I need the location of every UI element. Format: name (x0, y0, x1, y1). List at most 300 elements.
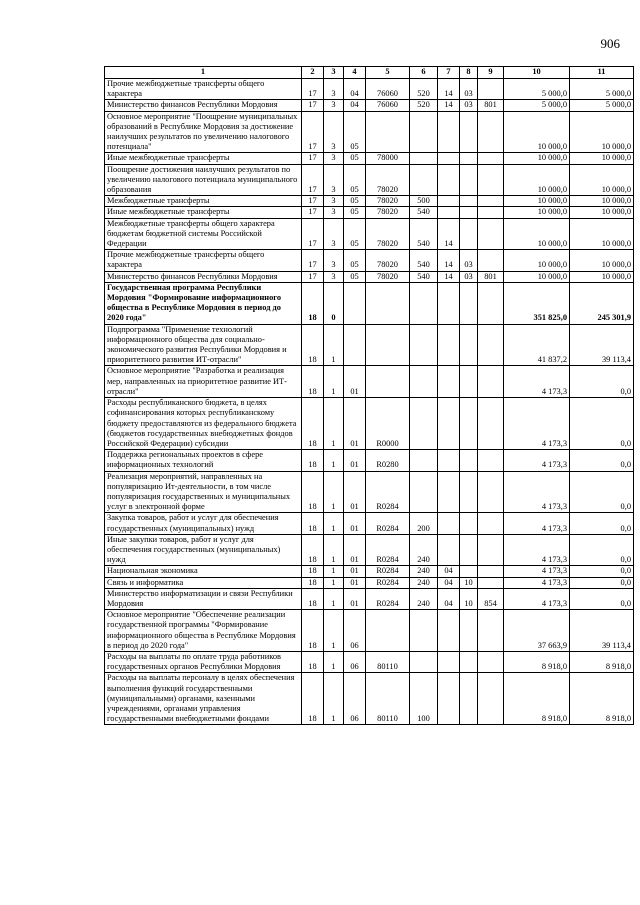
table-cell: 1 (324, 651, 344, 672)
row-label-cell: Иные межбюджетные трансферты (105, 153, 302, 164)
table-row (105, 450, 634, 471)
table-cell (438, 610, 460, 652)
table-cell: 14 (438, 79, 460, 100)
table-cell: 240 (410, 588, 438, 609)
table-cell: 1 (324, 513, 344, 534)
table-row (105, 111, 634, 153)
table-row (105, 471, 634, 513)
table-cell (460, 513, 478, 534)
table-cell (366, 610, 410, 652)
budget-table (104, 66, 634, 725)
table-cell: 14 (438, 250, 460, 271)
table-cell: 540 (410, 271, 438, 282)
table-cell: 1 (324, 366, 344, 398)
column-header: 3 (324, 67, 344, 79)
column-header: 7 (438, 67, 460, 79)
table-cell (478, 471, 504, 513)
table-cell: 245 301,9 (570, 282, 634, 324)
table-cell (438, 196, 460, 207)
table-cell (460, 534, 478, 566)
table-cell: 18 (302, 651, 324, 672)
table-cell: 240 (410, 577, 438, 588)
row-label-cell: Связь и информатика (105, 577, 302, 588)
table-cell: 03 (460, 100, 478, 111)
table-cell (478, 577, 504, 588)
table-cell: 1 (324, 450, 344, 471)
table-cell (478, 366, 504, 398)
table-cell: 05 (344, 153, 366, 164)
table-cell (410, 366, 438, 398)
table-cell: 540 (410, 250, 438, 271)
table-cell: 200 (410, 513, 438, 534)
table-cell: 3 (324, 196, 344, 207)
table-row (105, 366, 634, 398)
table-cell: 240 (410, 534, 438, 566)
header-row (105, 67, 634, 79)
table-cell (478, 610, 504, 652)
table-cell: 78020 (366, 164, 410, 196)
table-cell: 1 (324, 398, 344, 450)
table-cell: 06 (344, 610, 366, 652)
table-cell: 5 000,0 (504, 100, 570, 111)
table-cell (478, 673, 504, 725)
column-header: 1 (105, 67, 302, 79)
table-cell: 1 (324, 673, 344, 725)
table-row (105, 673, 634, 725)
table-cell: 10 000,0 (570, 153, 634, 164)
table-cell (478, 153, 504, 164)
table-row (105, 153, 634, 164)
table-cell: 01 (344, 513, 366, 534)
table-cell: 78000 (366, 153, 410, 164)
table-cell (410, 471, 438, 513)
row-label-cell: Основное мероприятие "Обеспечение реализации государственной программы "Формирование информационного общества в Республике Мордовия в период до 2020 года" (105, 610, 302, 652)
table-cell: 37 663,9 (504, 610, 570, 652)
table-cell: 10 000,0 (570, 207, 634, 218)
table-cell (460, 651, 478, 672)
table-row (105, 250, 634, 271)
table-row (105, 566, 634, 577)
table-cell: 01 (344, 577, 366, 588)
table-cell (478, 79, 504, 100)
table-cell (438, 366, 460, 398)
table-cell (438, 282, 460, 324)
table-cell: 4 173,3 (504, 366, 570, 398)
table-cell: 04 (344, 79, 366, 100)
table-cell: 10 000,0 (570, 164, 634, 196)
table-cell: 4 173,3 (504, 398, 570, 450)
table-cell: 0 (324, 282, 344, 324)
table-cell: 41 837,2 (504, 324, 570, 366)
table-cell (438, 471, 460, 513)
table-cell: 3 (324, 164, 344, 196)
table-cell (478, 324, 504, 366)
table-cell: R0284 (366, 577, 410, 588)
table-cell: 10 000,0 (504, 164, 570, 196)
row-label-cell: Подпрограмма "Применение технологий информационного общества для социально-экономического развития Республики Мордовия и приоритетного развития ИТ-отрасли" (105, 324, 302, 366)
table-cell: 4 173,3 (504, 471, 570, 513)
table-cell: 8 918,0 (570, 651, 634, 672)
table-cell: 18 (302, 282, 324, 324)
table-cell (410, 651, 438, 672)
table-cell (366, 111, 410, 153)
table-cell (460, 218, 478, 250)
row-label-cell: Межбюджетные трансферты общего характера бюджетам бюджетной системы Российской Федерации (105, 218, 302, 250)
table-cell: 05 (344, 111, 366, 153)
table-cell: R0284 (366, 471, 410, 513)
table-cell: 10 000,0 (504, 218, 570, 250)
table-cell: 03 (460, 271, 478, 282)
table-cell (460, 398, 478, 450)
table-cell: 06 (344, 651, 366, 672)
table-cell: 17 (302, 79, 324, 100)
table-row (105, 577, 634, 588)
table-cell: 17 (302, 153, 324, 164)
table-cell (478, 282, 504, 324)
table-cell (478, 398, 504, 450)
table-cell: 1 (324, 534, 344, 566)
table-cell: 10 000,0 (504, 111, 570, 153)
table-cell: 0,0 (570, 471, 634, 513)
table-cell: R0284 (366, 588, 410, 609)
table-cell: 3 (324, 207, 344, 218)
table-cell: 854 (478, 588, 504, 609)
table-cell: 01 (344, 366, 366, 398)
table-cell (410, 164, 438, 196)
table-cell (410, 111, 438, 153)
table-cell (460, 610, 478, 652)
table-cell: 78020 (366, 271, 410, 282)
column-header: 6 (410, 67, 438, 79)
table-cell: 1 (324, 566, 344, 577)
table-cell (478, 207, 504, 218)
table-cell: 3 (324, 153, 344, 164)
table-cell (344, 324, 366, 366)
table-cell (438, 534, 460, 566)
table-cell: 520 (410, 100, 438, 111)
table-cell: 01 (344, 588, 366, 609)
table-cell: 18 (302, 471, 324, 513)
table-cell: 520 (410, 79, 438, 100)
table-cell (478, 534, 504, 566)
table-row (105, 282, 634, 324)
table-cell: 01 (344, 471, 366, 513)
table-cell: 78020 (366, 218, 410, 250)
table-cell: 05 (344, 196, 366, 207)
table-cell (366, 282, 410, 324)
row-label-cell: Поддержка региональных проектов в сфере информационных технологий (105, 450, 302, 471)
table-row (105, 651, 634, 672)
table-cell: 540 (410, 207, 438, 218)
table-row (105, 79, 634, 100)
table-cell (438, 324, 460, 366)
table-cell (438, 164, 460, 196)
table-cell: 351 825,0 (504, 282, 570, 324)
table-cell: 18 (302, 450, 324, 471)
table-cell: 4 173,3 (504, 577, 570, 588)
table-cell: 10 (460, 588, 478, 609)
table-cell (438, 111, 460, 153)
table-cell (460, 282, 478, 324)
row-label-cell: Реализация мероприятий, направленных на популяризацию Ит-деятельности, в том числе популяризация государственных и муниципальных услуг в электронной форме (105, 471, 302, 513)
row-label-cell: Иные межбюджетные трансферты (105, 207, 302, 218)
table-cell: 801 (478, 271, 504, 282)
table-cell: 0,0 (570, 366, 634, 398)
column-header: 8 (460, 67, 478, 79)
table-body (105, 79, 634, 725)
table-cell: 05 (344, 218, 366, 250)
table-cell: 500 (410, 196, 438, 207)
column-header: 9 (478, 67, 504, 79)
table-cell (460, 153, 478, 164)
row-label-cell: Закупка товаров, работ и услуг для обеспечения государственных (муниципальных) нужд (105, 513, 302, 534)
table-cell: 17 (302, 100, 324, 111)
table-row (105, 100, 634, 111)
table-cell (478, 566, 504, 577)
table-cell (478, 111, 504, 153)
row-label-cell: Прочие межбюджетные трансферты общего характера (105, 250, 302, 271)
table-cell: 1 (324, 610, 344, 652)
table-cell (438, 513, 460, 534)
table-cell: 4 173,3 (504, 566, 570, 577)
row-label-cell: Государственная программа Республики Мордовия "Формирование информационного общества в Республике Мордовия в период до 2020 года" (105, 282, 302, 324)
table-row (105, 218, 634, 250)
table-cell: 78020 (366, 196, 410, 207)
table-cell: 39 113,4 (570, 324, 634, 366)
table-cell: 10 000,0 (504, 153, 570, 164)
table-cell: 18 (302, 566, 324, 577)
column-header: 10 (504, 67, 570, 79)
table-cell (460, 196, 478, 207)
table-cell: 0,0 (570, 450, 634, 471)
table-cell: 78020 (366, 207, 410, 218)
table-row (105, 196, 634, 207)
table-cell: 10 000,0 (504, 207, 570, 218)
table-cell: 17 (302, 250, 324, 271)
table-cell: 39 113,4 (570, 610, 634, 652)
table-cell (460, 673, 478, 725)
table-cell: 1 (324, 324, 344, 366)
table-row (105, 207, 634, 218)
table-cell: 0,0 (570, 513, 634, 534)
table-cell: R0284 (366, 513, 410, 534)
row-label-cell: Расходы на выплаты персоналу в целях обеспечения выполнения функций государственными (муниципальными) органами, казенными учреждениями, органами управления государственными внебюджетными фондами (105, 673, 302, 725)
table-cell (478, 250, 504, 271)
table-cell: 8 918,0 (504, 673, 570, 725)
column-header: 11 (570, 67, 634, 79)
table-cell (478, 513, 504, 534)
table-cell: 18 (302, 534, 324, 566)
table-cell: 18 (302, 513, 324, 534)
table-cell: 10 000,0 (570, 250, 634, 271)
table-cell: 04 (344, 100, 366, 111)
table-cell: 04 (438, 566, 460, 577)
table-cell: 8 918,0 (570, 673, 634, 725)
table-row (105, 398, 634, 450)
table-cell: 10 (460, 577, 478, 588)
table-cell: 10 000,0 (570, 111, 634, 153)
table-cell (460, 450, 478, 471)
table-cell: 4 173,3 (504, 450, 570, 471)
table-cell (478, 196, 504, 207)
table-cell: 4 173,3 (504, 513, 570, 534)
table-cell: R0284 (366, 566, 410, 577)
table-cell: 0,0 (570, 577, 634, 588)
table-cell (366, 324, 410, 366)
table-cell: 14 (438, 218, 460, 250)
table-cell: 10 000,0 (504, 271, 570, 282)
table-cell: 04 (438, 588, 460, 609)
table-cell: 10 000,0 (570, 218, 634, 250)
row-label-cell: Министерство финансов Республики Мордовия (105, 271, 302, 282)
table-cell: 17 (302, 164, 324, 196)
column-header: 2 (302, 67, 324, 79)
table-row (105, 164, 634, 196)
table-cell: 240 (410, 566, 438, 577)
table-cell: 17 (302, 207, 324, 218)
row-label-cell: Прочие межбюджетные трансферты общего характера (105, 79, 302, 100)
table-cell (438, 153, 460, 164)
table-cell (460, 111, 478, 153)
table-cell: 76060 (366, 100, 410, 111)
table-cell: 17 (302, 218, 324, 250)
table-cell: 0,0 (570, 588, 634, 609)
table-cell: 4 173,3 (504, 588, 570, 609)
table-cell: 3 (324, 250, 344, 271)
table-row (105, 513, 634, 534)
table-cell: 05 (344, 164, 366, 196)
table-row (105, 271, 634, 282)
table-cell: 17 (302, 271, 324, 282)
table-cell: 540 (410, 218, 438, 250)
table-cell: 18 (302, 588, 324, 609)
table-cell (438, 651, 460, 672)
table-cell: R0284 (366, 534, 410, 566)
table-cell (438, 207, 460, 218)
row-label-cell: Расходы республиканского бюджета, в целях софинансирования которых республиканскому бюджету предоставляются из федерального бюджета (бюджетов государственных внебюджетных фондов Российской Федерации) субсидии (105, 398, 302, 450)
row-label-cell: Расходы на выплаты по оплате труда работников государственных органов Республики Мордовия (105, 651, 302, 672)
table-cell: 801 (478, 100, 504, 111)
row-label-cell: Иные закупки товаров, работ и услуг для обеспечения государственных (муниципальных) нужд (105, 534, 302, 566)
row-label-cell: Поощрение достижения наилучших результатов по увеличению налогового потенциала муниципального образования (105, 164, 302, 196)
table-cell (344, 282, 366, 324)
table-cell: 80110 (366, 651, 410, 672)
table-cell: 8 918,0 (504, 651, 570, 672)
table-cell: 0,0 (570, 566, 634, 577)
table-cell: 18 (302, 366, 324, 398)
page-number: 906 (600, 36, 620, 51)
table-cell: 03 (460, 250, 478, 271)
table-cell: 01 (344, 450, 366, 471)
table-cell (460, 207, 478, 218)
table-cell (460, 164, 478, 196)
table-cell (410, 153, 438, 164)
table-cell: 3 (324, 218, 344, 250)
table-cell: R0000 (366, 398, 410, 450)
table-cell: 3 (324, 271, 344, 282)
table-cell (478, 218, 504, 250)
table-cell (410, 450, 438, 471)
table-cell: 01 (344, 534, 366, 566)
table-cell (460, 324, 478, 366)
table-cell: 14 (438, 100, 460, 111)
table-cell: 05 (344, 207, 366, 218)
table-cell: 0,0 (570, 534, 634, 566)
table-cell (410, 282, 438, 324)
table-cell (438, 673, 460, 725)
column-header: 4 (344, 67, 366, 79)
table-cell (438, 398, 460, 450)
table-cell: 4 173,3 (504, 534, 570, 566)
column-header: 5 (366, 67, 410, 79)
table-cell: 1 (324, 471, 344, 513)
table-cell: 78020 (366, 250, 410, 271)
row-label-cell: Министерство финансов Республики Мордовия (105, 100, 302, 111)
table-cell (478, 651, 504, 672)
table-cell: 05 (344, 271, 366, 282)
table-cell: 01 (344, 566, 366, 577)
table-cell: 01 (344, 398, 366, 450)
table-cell (438, 450, 460, 471)
table-row (105, 534, 634, 566)
table-cell (410, 610, 438, 652)
table-cell: R0280 (366, 450, 410, 471)
table-cell: 06 (344, 673, 366, 725)
table-cell: 05 (344, 250, 366, 271)
table-cell (478, 450, 504, 471)
table-cell: 5 000,0 (504, 79, 570, 100)
table-cell: 18 (302, 398, 324, 450)
table-cell: 10 000,0 (504, 196, 570, 207)
table-cell: 76060 (366, 79, 410, 100)
table-cell (460, 366, 478, 398)
row-label-cell: Основное мероприятие "Разработка и реализация мер, направленных на приоритетное развитие ИТ-отрасли" (105, 366, 302, 398)
table-cell: 10 000,0 (570, 196, 634, 207)
table-cell (460, 471, 478, 513)
table-cell: 80110 (366, 673, 410, 725)
table-cell (460, 566, 478, 577)
table-cell: 18 (302, 610, 324, 652)
table-row (105, 588, 634, 609)
table-cell (478, 164, 504, 196)
table-row (105, 324, 634, 366)
table-cell: 10 000,0 (504, 250, 570, 271)
row-label-cell: Национальная экономика (105, 566, 302, 577)
row-label-cell: Межбюджетные трансферты (105, 196, 302, 207)
table-cell: 3 (324, 111, 344, 153)
table-cell: 14 (438, 271, 460, 282)
row-label-cell: Основное мероприятие "Поощрение муниципальных образований в Республике Мордовия за достижение наилучших результатов по увеличению налогового потенциала" (105, 111, 302, 153)
table-cell: 18 (302, 673, 324, 725)
table-cell: 1 (324, 577, 344, 588)
table-cell: 1 (324, 588, 344, 609)
table-cell (410, 324, 438, 366)
table-cell: 3 (324, 79, 344, 100)
table-cell: 18 (302, 324, 324, 366)
table-row (105, 610, 634, 652)
table-cell: 5 000,0 (570, 79, 634, 100)
table-cell: 0,0 (570, 398, 634, 450)
table-cell: 10 000,0 (570, 271, 634, 282)
table-cell: 18 (302, 577, 324, 588)
table-cell: 17 (302, 111, 324, 153)
table-cell: 03 (460, 79, 478, 100)
table-cell: 04 (438, 577, 460, 588)
table-cell: 5 000,0 (570, 100, 634, 111)
table-cell: 100 (410, 673, 438, 725)
table-cell (410, 398, 438, 450)
table-cell: 17 (302, 196, 324, 207)
